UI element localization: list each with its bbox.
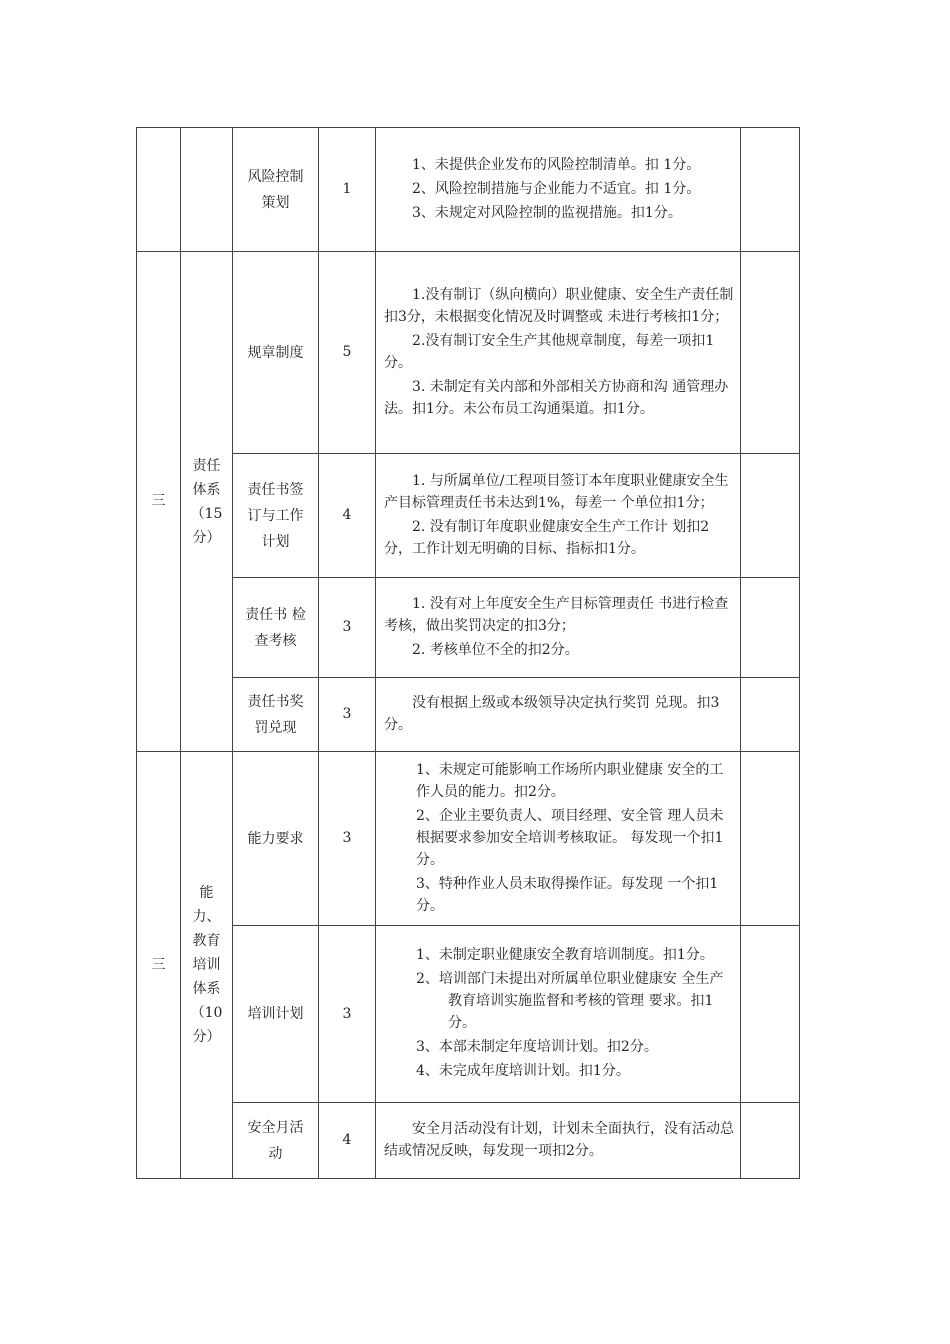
criteria-cell	[376, 752, 741, 926]
item-label: 培训计划	[247, 1006, 304, 1022]
criteria-line: 安全月活动没有计划，计划未全面执行，没有活动总结或情况反映，每发现一项扣2分。	[384, 1120, 734, 1159]
item-cell	[233, 128, 319, 252]
section-cell: 三	[137, 752, 181, 1179]
table-row	[137, 926, 800, 1103]
category-cell	[181, 128, 233, 252]
criteria-line: 1.没有制订（纵向横向）职业健康、安全生产责任制扣3分，未根据变化情况及时调整或 未进行考核扣1分；	[384, 286, 734, 325]
item-label: 责任书签订与工作计划	[247, 481, 304, 550]
remarks-cell	[741, 128, 800, 252]
score-cell: 3	[319, 678, 376, 752]
criteria-cell	[376, 252, 741, 454]
category-cell	[181, 252, 233, 752]
score-cell: 5	[319, 252, 376, 454]
item-cell	[233, 752, 319, 926]
section-cell: 三	[137, 252, 181, 752]
assessment-table	[136, 127, 800, 1179]
item-label: 责任书奖罚兑现	[247, 693, 304, 736]
criteria-line: 3、本部未制定年度培训计划。扣2分。	[416, 1039, 658, 1055]
criteria-cell	[376, 454, 741, 578]
item-label: 能力要求	[247, 830, 304, 847]
item-cell	[233, 454, 319, 578]
criteria-cell	[376, 578, 741, 678]
remarks-cell	[741, 926, 800, 1103]
item-label: 风险控制策划	[247, 168, 304, 211]
criteria-line: 1、未规定可能影响工作场所内职业健康 安全的工作人员的能力。扣2分。	[416, 761, 724, 800]
table-row	[137, 1103, 800, 1179]
score-cell: 3	[319, 578, 376, 678]
section-cell	[137, 128, 181, 252]
remarks-cell	[741, 678, 800, 752]
criteria-line: 2.没有制订安全生产其他规章制度，每差一项扣1分。	[384, 332, 715, 371]
remarks-cell	[741, 752, 800, 926]
criteria-line: 3、特种作业人员未取得操作证。每发现 一个扣1分。	[416, 875, 719, 914]
item-cell	[233, 926, 319, 1103]
category-label: 能力、教育培训体系（10分）	[190, 885, 223, 1045]
item-cell	[233, 252, 319, 454]
score-cell: 1	[319, 128, 376, 252]
score-cell: 3	[319, 752, 376, 926]
criteria-line: 2、企业主要负责人、项目经理、安全管 理人员未根据要求参加安全培训考核取证。 每发现一个扣1分。	[416, 807, 724, 868]
score-cell: 4	[319, 454, 376, 578]
item-cell	[233, 578, 319, 678]
score-cell: 3	[319, 926, 376, 1103]
criteria-line: 3、未规定对风险控制的监视措施。扣1分。	[412, 204, 682, 221]
criteria-cell	[376, 678, 741, 752]
criteria-line: 没有根据上级或本级领导决定执行奖罚 兑现。扣3分。	[384, 694, 720, 733]
criteria-line: 4、未完成年度培训计划。扣1分。	[416, 1063, 630, 1079]
table-row	[137, 252, 800, 454]
remarks-cell	[741, 578, 800, 678]
score-cell: 4	[319, 1103, 376, 1179]
table-row	[137, 678, 800, 752]
item-label: 责任书 检查考核	[245, 606, 306, 649]
remarks-cell	[741, 252, 800, 454]
criteria-line: 1. 与所属单位/工程项目签订本年度职业健康安全生产目标管理责任书未达到1%，每差一 个单位扣1分；	[384, 472, 729, 511]
criteria-line: 3. 未制定有关内部和外部相关方协商和沟 通管理办法。扣1分。未公布员工沟通渠道。扣1分。	[384, 378, 729, 417]
remarks-cell	[741, 454, 800, 578]
item-label: 安全月活动	[247, 1119, 304, 1162]
table-row	[137, 454, 800, 578]
table-row	[137, 578, 800, 678]
category-cell	[181, 752, 233, 1179]
criteria-line: 1. 没有对上年度安全生产目标管理责任 书进行检查考核，做出奖罚决定的扣3分；	[384, 595, 729, 634]
criteria-line: 2. 没有制订年度职业健康安全生产工作计 划扣2分，工作计划无明确的目标、指标扣1分。	[384, 518, 710, 557]
criteria-line: 1、未制定职业健康安全教育培训制度。扣1分。	[416, 947, 714, 963]
criteria-cell	[376, 128, 741, 252]
category-label: 责任体系（15分）	[190, 457, 223, 546]
remarks-cell	[741, 1103, 800, 1179]
table-row	[137, 128, 800, 252]
criteria-line: 2、风险控制措施与企业能力不适宜。扣 1分。	[412, 180, 701, 197]
criteria-cell	[376, 1103, 741, 1179]
criteria-line: 1、未提供企业发布的风险控制清单。扣 1分。	[412, 156, 701, 173]
criteria-cell	[376, 926, 741, 1103]
item-cell	[233, 1103, 319, 1179]
criteria-line: 2、培训部门未提出对所属单位职业健康安 全生产教育培训实施监督和考核的管理 要求。扣1分。	[416, 971, 724, 1031]
table-row	[137, 752, 800, 926]
item-cell	[233, 678, 319, 752]
item-label: 规章制度	[247, 344, 304, 361]
criteria-line: 2. 考核单位不全的扣2分。	[412, 641, 579, 658]
